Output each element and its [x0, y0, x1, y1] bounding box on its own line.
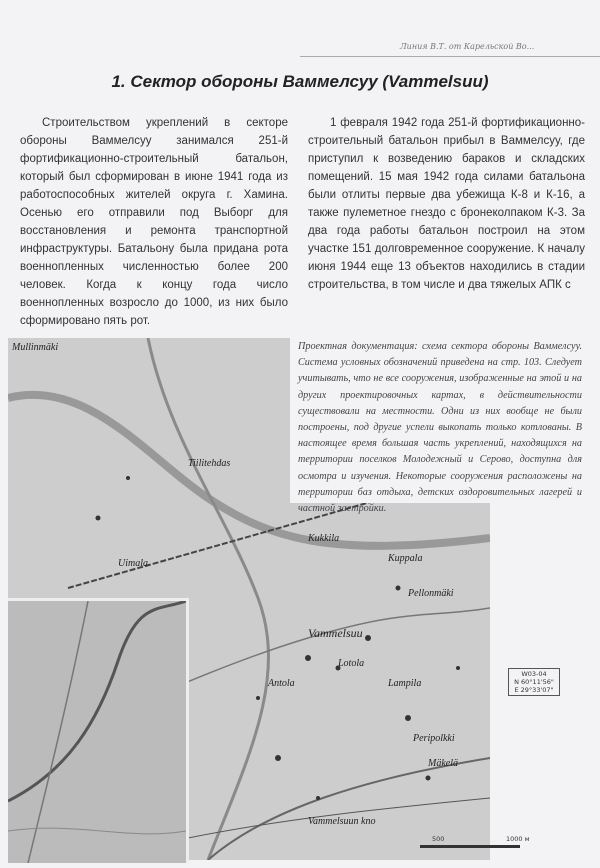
map-caption: Проектная документация: схема сектора обороны Ваммелсуу. Система условных обозначений приведена на стр. 103. Следует учитывать, что не все сооружения, изображенные на этой и на других проектировочных картах, в действительности существовали на местности. Одни из них вообще не были построены, под другие успели выкопать только котлованы. В настоящее время большая часть укреплений, находящихся на территории поселков Молодежный и Серово, доступна для осмотра и изучения. Некоторые сооружения расположены на территории баз отдыха, детских оздоровительных лагерей и частной застройки. — [290, 335, 590, 503]
map-label: Mullinmäki — [12, 342, 59, 353]
map-label: Tiilitehdas — [188, 458, 231, 469]
scale-bar — [420, 845, 520, 848]
text-column-left — [20, 114, 288, 330]
scale-label-mid: 500 — [432, 835, 445, 843]
paragraph: Строительством укреплений в секторе обороны Ваммелсуу занимался 251-й фортификационно-строительный батальон, который был сформирован в июне 1941 года из работоспособных жителей округа г. Хамина. Осенью его отправили под Выборг для восстановления и ремонта транспортной инфраструктуры. Батальону была придана рота военнопленных численностью более 200 человек. Когда к концу года число военнопленных возросло до 1000, из них было сформировано пять рот. — [20, 117, 288, 327]
map-label: Lotola — [338, 658, 365, 669]
text-column-right — [308, 114, 585, 294]
coords-east: E 29°33'07" — [514, 686, 554, 694]
map-label: Mäkelä — [428, 758, 458, 769]
inset-map — [8, 598, 189, 863]
map-label: Vammelsuu — [308, 626, 363, 640]
section-title: 1. Сектор обороны Ваммелсуу (Vammelsuu) — [111, 72, 489, 91]
inset-map-drawing — [8, 601, 186, 863]
map-label: Kukkila — [308, 533, 340, 544]
map-label: Uimala — [118, 558, 148, 569]
map-label: Antola — [268, 678, 295, 689]
coords-id: W03-04 — [521, 670, 547, 678]
coordinates-box — [508, 668, 560, 696]
coords-north: N 60°11'56" — [514, 678, 554, 686]
map-label: Pellonmäki — [408, 588, 454, 599]
running-header: Линия В.Т. от Карельской Во... — [400, 42, 535, 51]
header-rule — [300, 56, 600, 57]
paragraph: 1 февраля 1942 года 251-й фортификационно-строительный батальон прибыл в Ваммелсуу, где приступил к возведению бараков и складских помещений. 15 мая 1942 года силами батальона были отлиты первые два убежища К-8 и К-16, а также пулеметное гнездо с бронеколпаком К-3. За два года работы батальон построил на этом участке 151 долговременное сооружение. К началу июня 1944 еще 13 объектов находились в стадии строительства, в том числе и два тяжелых АПК с — [308, 117, 585, 291]
map-label: Lampila — [388, 678, 422, 689]
map-label: Vammelsuun kno — [308, 816, 376, 827]
map-label: Peripolkki — [413, 733, 455, 744]
scale-label-end: 1000 м — [506, 835, 530, 843]
map-label: Kuppala — [388, 553, 423, 564]
